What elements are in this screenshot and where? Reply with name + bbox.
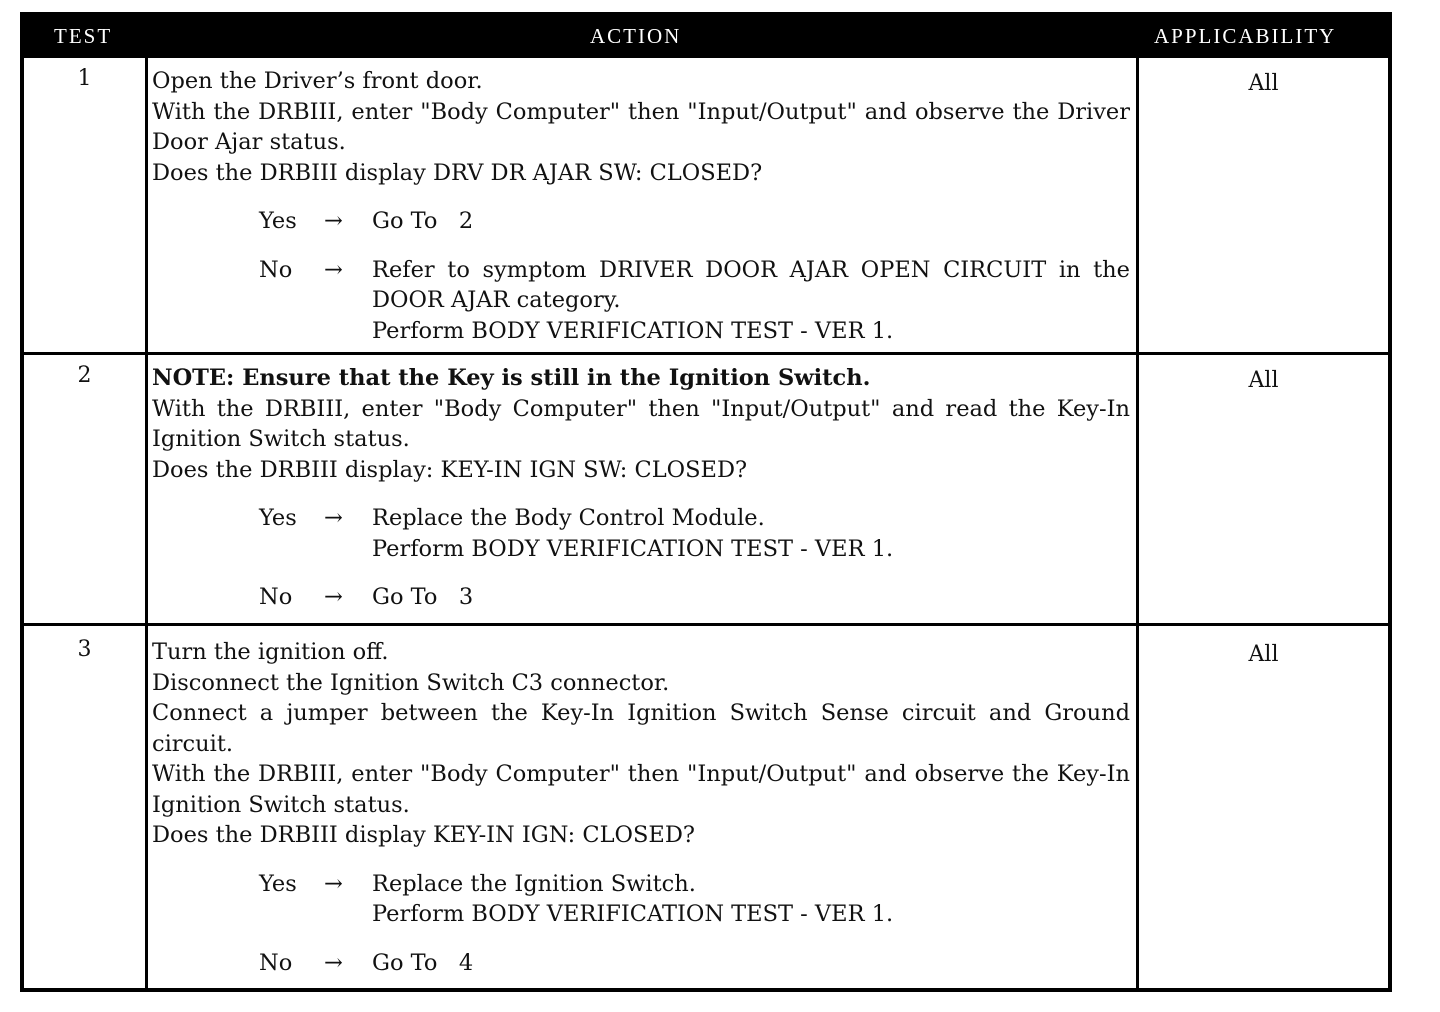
- action-line: Does the DRBIII display: KEY-IN IGN SW: CLOSED?: [152, 456, 748, 483]
- arrow-icon: →: [324, 256, 343, 283]
- yes-label: Yes: [259, 208, 297, 234]
- applicability-value: All: [1248, 368, 1279, 393]
- no-response: [152, 948, 1130, 979]
- no-label: No: [259, 256, 293, 283]
- yes-response: [152, 503, 1130, 564]
- test-number: 2: [77, 363, 92, 388]
- action-line: Does the DRBIII display DRV DR AJAR SW: CLOSED?: [152, 159, 763, 186]
- action-cell: [152, 66, 1130, 346]
- test-number: 1: [77, 66, 92, 91]
- note-line: NOTE: Ensure that the Key is still in the Ignition Switch.: [152, 365, 871, 391]
- diagnostic-table: [20, 12, 1392, 992]
- table-row: [24, 629, 1388, 988]
- yes-response: [152, 206, 1130, 237]
- yes-label: Yes: [259, 870, 297, 897]
- arrow-icon: →: [324, 505, 343, 531]
- no-response: [152, 582, 1130, 613]
- no-text: Refer to symptom DRIVER DOOR AJAR OPEN CIRCUIT in the DOOR AJAR category.: [372, 256, 1130, 313]
- action-line: With the DRBIII, enter "Body Computer" then "Input/Output" and observe the Driver Door Ajar status.: [152, 98, 1130, 155]
- no-text: Go To 3: [372, 584, 474, 610]
- header-test: TEST: [54, 24, 113, 48]
- yes-text: Replace the Body Control Module.: [372, 505, 765, 531]
- yes-text-2: Perform BODY VERIFICATION TEST - VER 1.: [372, 535, 894, 562]
- action-line: Disconnect the Ignition Switch C3 connector.: [152, 669, 670, 696]
- action-line: With the DRBIII, enter "Body Computer" then "Input/Output" and observe the Key-In Ignition Switch status.: [152, 761, 1130, 818]
- applicability-value: All: [1248, 642, 1279, 667]
- yes-response: [152, 869, 1130, 930]
- table-row: [24, 58, 1388, 355]
- no-response: [152, 255, 1130, 347]
- no-text-2: Perform BODY VERIFICATION TEST - VER 1.: [372, 317, 894, 344]
- action-line: With the DRBIII, enter "Body Computer" then "Input/Output" and read the Key-In Ignition Switch status.: [152, 395, 1130, 452]
- action-cell: [152, 637, 1130, 978]
- action-cell: [152, 363, 1130, 613]
- action-line: Connect a jumper between the Key-In Ignition Switch Sense circuit and Ground circuit.: [152, 700, 1130, 757]
- arrow-icon: →: [324, 949, 343, 976]
- test-number: 3: [77, 637, 92, 662]
- no-label: No: [259, 584, 293, 610]
- action-line: Open the Driver’s front door.: [152, 68, 483, 94]
- header-action: ACTION: [590, 24, 682, 48]
- no-label: No: [259, 949, 293, 976]
- header-applicability: APPLICABILITY: [1154, 24, 1337, 48]
- arrow-icon: →: [324, 584, 343, 610]
- arrow-icon: →: [324, 870, 343, 897]
- no-text: Go To 4: [372, 949, 474, 976]
- yes-text: Go To 2: [372, 208, 474, 234]
- table-row: [24, 355, 1388, 626]
- applicability-value: All: [1248, 71, 1279, 96]
- yes-label: Yes: [259, 505, 297, 531]
- yes-text-2: Perform BODY VERIFICATION TEST - VER 1.: [372, 901, 894, 927]
- arrow-icon: →: [324, 208, 343, 234]
- action-line: Does the DRBIII display KEY-IN IGN: CLOSED?: [152, 822, 695, 848]
- yes-text: Replace the Ignition Switch.: [372, 870, 696, 897]
- table-header: [24, 16, 1388, 58]
- action-line: Turn the ignition off.: [152, 639, 389, 665]
